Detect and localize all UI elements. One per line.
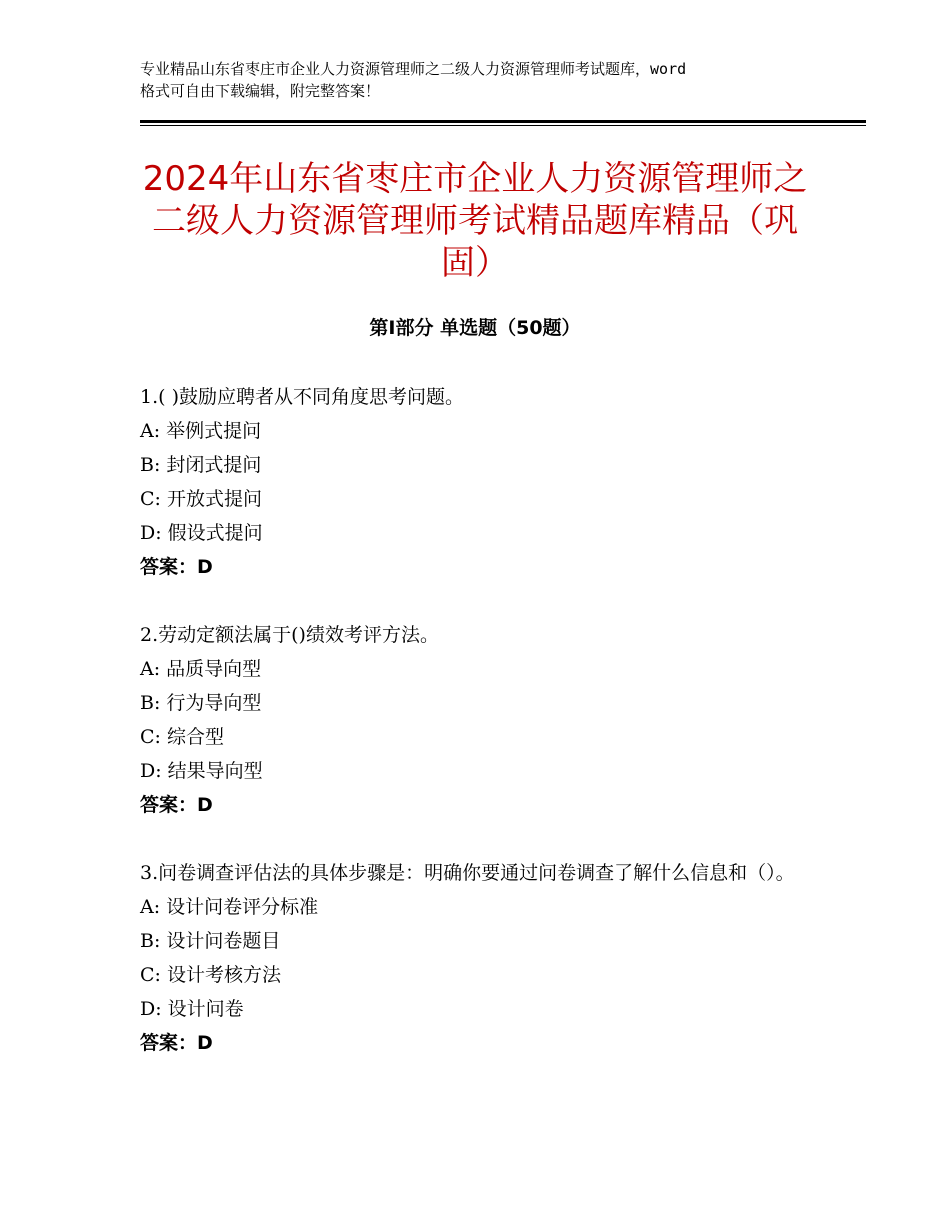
option-c: C: 综合型	[140, 726, 224, 748]
question-stem: 1.( )鼓励应聘者从不同角度思考问题。	[140, 386, 464, 408]
option-a: A: 设计问卷评分标准	[140, 896, 319, 918]
divider-thin-line	[140, 125, 866, 126]
option-d: D: 假设式提问	[140, 522, 263, 544]
option-d: D: 结果导向型	[140, 760, 263, 782]
divider-thick-line	[140, 120, 866, 123]
question-stem: 2.劳动定额法属于()绩效考评方法。	[140, 624, 439, 646]
answer: 答案：D	[140, 556, 213, 578]
question-list	[140, 380, 820, 1094]
option-a: A: 品质导向型	[140, 658, 262, 680]
header-note	[140, 58, 830, 102]
answer: 答案：D	[140, 1032, 213, 1054]
question-stem: 3.问卷调查评估法的具体步骤是：明确你要通过问卷调查了解什么信息和（）。	[140, 862, 795, 884]
option-c: C: 设计考核方法	[140, 964, 281, 986]
section-heading: 第Ⅰ部分 单选题（50题）	[369, 317, 581, 339]
question-1	[140, 380, 820, 584]
option-a: A: 举例式提问	[140, 420, 262, 442]
document-title: 2024年山东省枣庄市企业人力资源管理师之二级人力资源管理师考试精品题库精品（巩固）	[142, 159, 808, 283]
header-divider	[140, 120, 866, 126]
question-3	[140, 856, 820, 1060]
answer: 答案：D	[140, 794, 213, 816]
question-2	[140, 618, 820, 822]
header-note-line-2: 格式可自由下载编辑，附完整答案！	[140, 82, 381, 100]
option-b: B: 行为导向型	[140, 692, 262, 714]
option-c: C: 开放式提问	[140, 488, 262, 510]
option-b: B: 封闭式提问	[140, 454, 262, 476]
option-d: D: 设计问卷	[140, 998, 244, 1020]
option-b: B: 设计问卷题目	[140, 930, 281, 952]
header-note-line-1: 专业精品山东省枣庄市企业人力资源管理师之二级人力资源管理师考试题库，word	[140, 60, 687, 78]
